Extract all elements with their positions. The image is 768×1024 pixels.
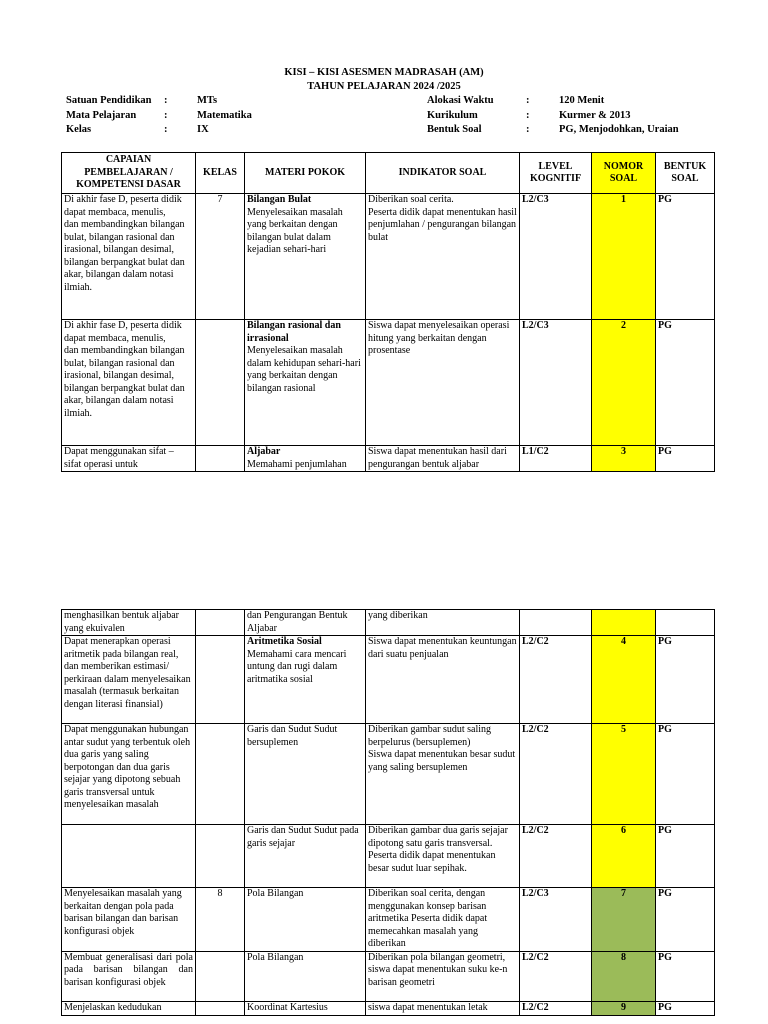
kurikulum-label: Kurikulum (427, 110, 478, 121)
satuan-value: MTs (197, 95, 218, 106)
materi-cell: Pola Bilangan (245, 888, 366, 952)
bentuk-cell: PG (656, 951, 715, 1001)
materi-title: Bilangan Bulat (247, 194, 312, 205)
cp-text: Dapat menggunakan sifat – sifat operasi untuk (64, 446, 174, 470)
indikator-cell: Siswa dapat menentukan keuntungan dari suatu penjualan (366, 636, 520, 724)
indikator-text: Siswa dapat menyelesaikan operasi hitung yang berkaitan dengan prosentase (368, 320, 510, 356)
materi-cell (245, 194, 366, 320)
indikator-text: Peserta didik dapat menentukan hasil penjumlahan / pengurangan bilangan bulat (368, 206, 517, 243)
nomor-cell: 6 (592, 825, 656, 888)
materi-title: Aljabar (247, 446, 281, 457)
indikator-cell: Diberikan gambar dua garis sejajar dipotong satu garis transversal. Peserta didik dapat menentukan besar sudut luar sepihak. (366, 825, 520, 888)
cp-text: dan membandingkan bilangan bulat, bilangan rasional dan irasional, bilangan desimal, bilangan berpangkat bulat dan akar, bilangan dalam notasi ilmiah. (64, 219, 185, 293)
cp-cell (62, 194, 196, 320)
level-cell (520, 610, 592, 636)
kisi-table-page2 (61, 609, 715, 1016)
bentuk-cell: PG (656, 446, 715, 472)
level-cell: L2/C2 (520, 825, 592, 888)
cp-cell (62, 320, 196, 446)
level-cell: L2/C2 (520, 1001, 592, 1015)
table-row (62, 888, 715, 952)
kelas-cell (196, 951, 245, 1001)
indikator-cell: yang diberikan (366, 610, 520, 636)
materi-desc: Menyelesaikan masalah dalam kehidupan sehari-hari yang berkaitan dengan bilangan rasional (247, 345, 361, 394)
materi-cell (245, 636, 366, 724)
table-row (62, 320, 715, 446)
level-cell: L2/C3 (520, 320, 592, 446)
bentuk-cell: PG (656, 1001, 715, 1015)
colon: : (526, 124, 530, 135)
header-materi: MATERI POKOK (245, 153, 366, 194)
kelas-cell (196, 724, 245, 825)
nomor-cell (592, 610, 656, 636)
kelas-value: IX (197, 124, 209, 135)
indikator-text: Diberikan gambar sudut saling berpelurus (bersuplemen) (368, 724, 492, 748)
nomor-cell: 9 (592, 1001, 656, 1015)
indikator-cell (366, 724, 520, 825)
materi-title: Aritmetika Sosial (247, 636, 322, 647)
level-cell: L2/C2 (520, 636, 592, 724)
bentuk-cell: PG (656, 888, 715, 952)
cp-text: Di akhir fase D, peserta didik dapat membaca, menulis, (64, 320, 182, 344)
header-nomor: NOMOR SOAL (592, 153, 656, 194)
document-title: KISI – KISI ASESMEN MADRASAH (AM) (284, 67, 484, 78)
cp-cell (62, 610, 196, 636)
kelas-cell (196, 446, 245, 472)
indikator-cell: siswa dapat menentukan letak (366, 1001, 520, 1015)
materi-cell: Garis dan Sudut Sudut bersuplemen (245, 724, 366, 825)
colon: : (164, 124, 168, 135)
materi-cell (245, 320, 366, 446)
kisi-table-page1 (61, 152, 715, 472)
colon: : (164, 110, 168, 121)
table-row (62, 951, 715, 1001)
materi-desc: Memahami penjumlahan (247, 458, 347, 470)
colon: : (526, 110, 530, 121)
bentuk-cell: PG (656, 636, 715, 724)
table-row (62, 610, 715, 636)
level-cell: L2/C3 (520, 888, 592, 952)
cp-text: menghasilkan bentuk aljabar yang ekuivalen (64, 610, 179, 634)
header-kelas: KELAS (196, 153, 245, 194)
materi-cell: dan Pengurangan Bentuk Aljabar (245, 610, 366, 636)
materi-cell: Garis dan Sudut Sudut pada garis sejajar (245, 825, 366, 888)
bentuk-cell (656, 610, 715, 636)
colon: : (164, 95, 168, 106)
cp-cell: Membuat generalisasi dari pola pada barisan bilangan dan barisan konfigurasi objek (62, 951, 196, 1001)
nomor-cell: 2 (592, 320, 656, 446)
kelas-cell (196, 610, 245, 636)
bentuk-cell: PG (656, 194, 715, 320)
kelas-cell: 7 (196, 194, 245, 320)
table-row (62, 825, 715, 888)
indikator-text: Siswa dapat menentukan hasil dari pengurangan bentuk aljabar (368, 446, 507, 470)
cp-cell (62, 446, 196, 472)
cp-text: Di akhir fase D, peserta didik dapat membaca, menulis, (64, 194, 182, 218)
mapel-value: Matematika (197, 110, 252, 121)
level-cell: L2/C2 (520, 951, 592, 1001)
indikator-cell (366, 194, 520, 320)
alokasi-label: Alokasi Waktu (427, 95, 494, 106)
kelas-cell (196, 825, 245, 888)
kelas-cell: 8 (196, 888, 245, 952)
kelas-label: Kelas (66, 124, 92, 135)
cp-cell: Dapat menggunakan hubungan antar sudut yang terbentuk oleh dua garis yang saling berpotongan dan dua garis sejajar yang dipotong sebuah garis transversal untuk menyelesaikan masalah (62, 724, 196, 825)
nomor-cell: 3 (592, 446, 656, 472)
bentuk-label: Bentuk Soal (427, 124, 482, 135)
bentuk-cell: PG (656, 825, 715, 888)
kelas-cell (196, 1001, 245, 1015)
satuan-label: Satuan Pendidikan (66, 95, 152, 106)
indikator-cell: Diberikan soal cerita, dengan menggunakan konsep barisan aritmetika Peserta didik dapat memecahkan masalah yang diberikan (366, 888, 520, 952)
header-level: LEVEL KOGNITIF (520, 153, 592, 194)
kelas-cell (196, 636, 245, 724)
indikator-cell: Diberikan pola bilangan geometri, siswa dapat menentukan suku ke-n barisan geometri (366, 951, 520, 1001)
cp-cell: Dapat menerapkan operasi aritmetik pada bilangan real, dan memberikan estimasi/ perkiraan dalam menyelesaikan masalah (termasuk berkaitan dengan literasi finansial) (62, 636, 196, 724)
header-bentuk: BENTUK SOAL (656, 153, 715, 194)
bentuk-cell: PG (656, 724, 715, 825)
cp-cell: Menjelaskan kedudukan (62, 1001, 196, 1015)
nomor-cell: 1 (592, 194, 656, 320)
nomor-cell: 7 (592, 888, 656, 952)
header-cp: CAPAIAN PEMBELAJARAN / KOMPETENSI DASAR (62, 153, 196, 194)
header-indikator: INDIKATOR SOAL (366, 153, 520, 194)
cp-cell (62, 825, 196, 888)
indikator-text: Diberikan soal cerita. (368, 194, 454, 205)
level-cell: L2/C2 (520, 724, 592, 825)
mapel-label: Mata Pelajaran (66, 110, 137, 121)
indikator-cell (366, 446, 520, 472)
alokasi-value: 120 Menit (559, 95, 605, 106)
indikator-text: Siswa dapat menentukan besar sudut yang saling bersuplemen (368, 749, 516, 773)
indikator-cell (366, 320, 520, 446)
table-row (62, 636, 715, 724)
bentuk-cell: PG (656, 320, 715, 446)
bentuk-value: PG, Menjodohkan, Uraian (559, 124, 679, 135)
colon: : (526, 95, 530, 106)
table-row (62, 446, 715, 472)
kurikulum-value: Kurmer & 2013 (559, 110, 631, 121)
level-cell: L2/C3 (520, 194, 592, 320)
materi-cell: Koordinat Kartesius (245, 1001, 366, 1015)
nomor-cell: 4 (592, 636, 656, 724)
materi-title: Bilangan rasional dan irrasional (247, 320, 341, 344)
table-row (62, 1001, 715, 1015)
materi-desc: Menyelesaikan masalah yang berkaitan dengan bilangan bulat dalam kejadian sehari-hari (247, 206, 343, 255)
table-row (62, 194, 715, 320)
level-cell: L1/C2 (520, 446, 592, 472)
table-row (62, 724, 715, 825)
nomor-cell: 8 (592, 951, 656, 1001)
cp-cell: Menyelesaikan masalah yang berkaitan dengan pola pada barisan bilangan dan barisan konfigurasi objek (62, 888, 196, 952)
materi-cell: Pola Bilangan (245, 951, 366, 1001)
document-subtitle: TAHUN PELAJARAN 2024 /2025 (307, 81, 461, 92)
materi-desc: Memahami cara mencari untung dan rugi dalam aritmatika sosial (247, 648, 347, 685)
cp-text: dan membandingkan bilangan bulat, bilangan rasional dan irasional, bilangan desimal, bilangan berpangkat bulat dan akar, bilangan dalam notasi ilmiah. (64, 345, 185, 419)
kelas-cell (196, 320, 245, 446)
materi-cell (245, 446, 366, 472)
nomor-cell: 5 (592, 724, 656, 825)
